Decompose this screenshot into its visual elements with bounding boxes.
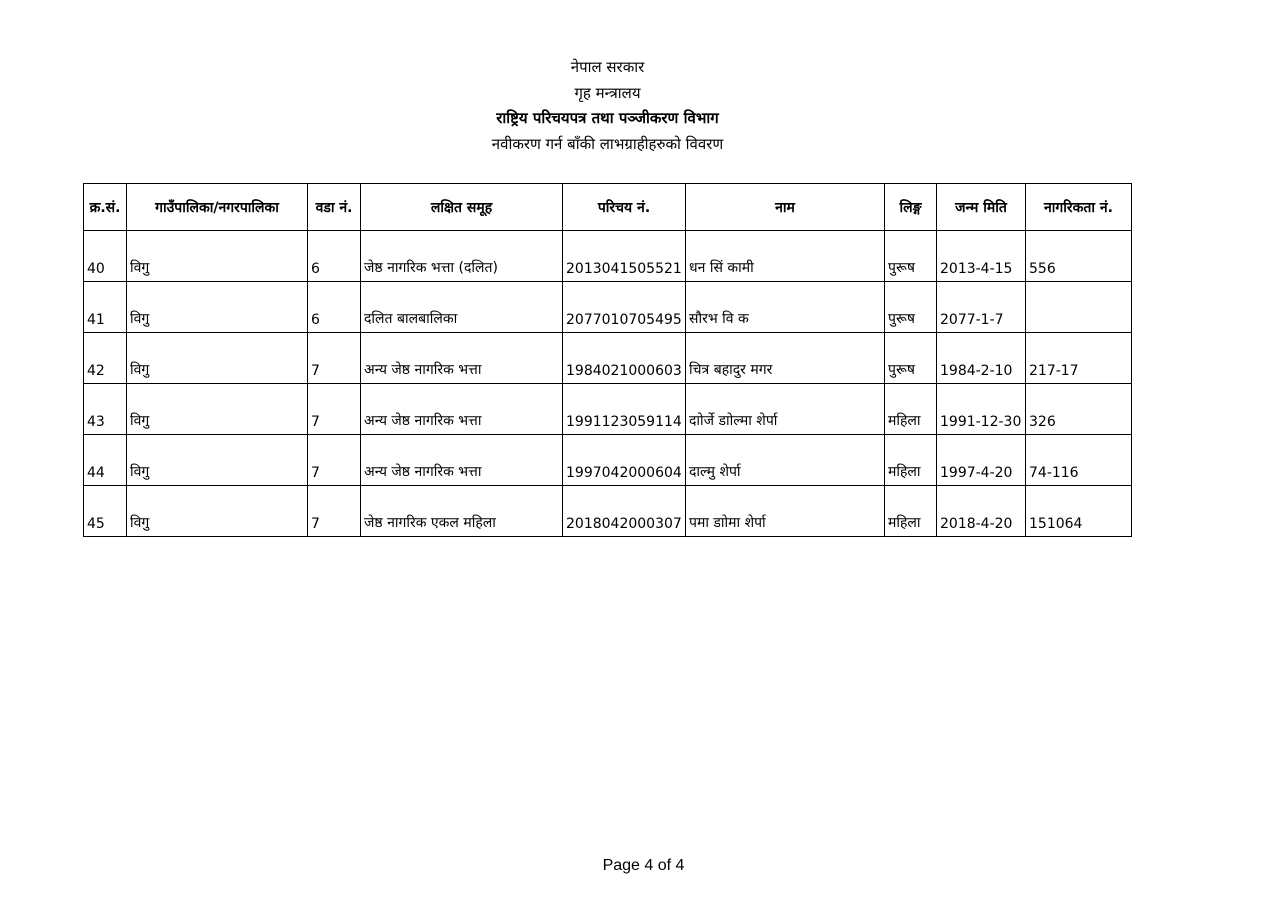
cell-birth-date: 2077-1-7 — [937, 282, 1026, 333]
cell-gender: पुरूष — [885, 282, 937, 333]
cell-id-number: 1997042000604 — [563, 435, 686, 486]
cell-birth-date: 1984-2-10 — [937, 333, 1026, 384]
cell-citizenship-number — [1026, 282, 1132, 333]
cell-id-number: 2018042000307 — [563, 486, 686, 537]
cell-name: धन सिं कामी — [686, 231, 885, 282]
cell-municipality: विगु — [127, 384, 308, 435]
table-row — [84, 384, 1132, 435]
table-row — [84, 486, 1132, 537]
cell-serial: 40 — [84, 231, 127, 282]
table-header-row — [84, 184, 1132, 231]
cell-citizenship-number: 74-116 — [1026, 435, 1132, 486]
cell-name: चित्र बहादुर मगर — [686, 333, 885, 384]
cell-target-group: अन्य जेष्ठ नागरिक भत्ता — [361, 333, 563, 384]
cell-id-number: 2013041505521 — [563, 231, 686, 282]
cell-serial: 42 — [84, 333, 127, 384]
column-header-target-group: लक्षित समूह — [361, 184, 563, 231]
cell-target-group: जेष्ठ नागरिक भत्ता (दलित) — [361, 231, 563, 282]
column-header-birth-date: जन्म मिति — [937, 184, 1026, 231]
cell-gender: महिला — [885, 435, 937, 486]
cell-ward: 7 — [308, 333, 361, 384]
cell-birth-date: 2018-4-20 — [937, 486, 1026, 537]
column-header-id-number: परिचय नं. — [563, 184, 686, 231]
cell-ward: 6 — [308, 282, 361, 333]
column-header-gender: लिङ्ग — [885, 184, 937, 231]
column-header-ward: वडा नं. — [308, 184, 361, 231]
cell-gender: महिला — [885, 486, 937, 537]
cell-name: पमा डाोमा शेर्पा — [686, 486, 885, 537]
column-header-name: नाम — [686, 184, 885, 231]
cell-birth-date: 1991-12-30 — [937, 384, 1026, 435]
cell-id-number: 2077010705495 — [563, 282, 686, 333]
cell-ward: 7 — [308, 384, 361, 435]
table-row — [84, 435, 1132, 486]
document-header — [0, 55, 1215, 157]
cell-serial: 44 — [84, 435, 127, 486]
header-government: नेपाल सरकार — [570, 58, 645, 76]
cell-serial: 45 — [84, 486, 127, 537]
cell-target-group: जेष्ठ नागरिक एकल महिला — [361, 486, 563, 537]
cell-target-group: अन्य जेष्ठ नागरिक भत्ता — [361, 384, 563, 435]
cell-municipality: विगु — [127, 231, 308, 282]
cell-gender: पुरूष — [885, 333, 937, 384]
cell-name: सौरभ वि क — [686, 282, 885, 333]
cell-municipality: विगु — [127, 435, 308, 486]
cell-municipality: विगु — [127, 282, 308, 333]
cell-municipality: विगु — [127, 486, 308, 537]
cell-birth-date: 2013-4-15 — [937, 231, 1026, 282]
table-row — [84, 282, 1132, 333]
cell-citizenship-number: 556 — [1026, 231, 1132, 282]
cell-ward: 6 — [308, 231, 361, 282]
cell-citizenship-number: 326 — [1026, 384, 1132, 435]
cell-gender: पुरूष — [885, 231, 937, 282]
column-header-citizenship-number: नागरिकता नं. — [1026, 184, 1132, 231]
cell-target-group: दलित बालबालिका — [361, 282, 563, 333]
column-header-serial: क्र.सं. — [84, 184, 127, 231]
header-department: राष्ट्रिय परिचयपत्र तथा पञ्जीकरण विभाग — [496, 109, 719, 127]
cell-municipality: विगु — [127, 333, 308, 384]
cell-gender: महिला — [885, 384, 937, 435]
page-number: Page 4 of 4 — [602, 857, 685, 874]
table-row — [84, 231, 1132, 282]
cell-ward: 7 — [308, 486, 361, 537]
table-row — [84, 333, 1132, 384]
cell-id-number: 1984021000603 — [563, 333, 686, 384]
cell-citizenship-number: 217-17 — [1026, 333, 1132, 384]
cell-target-group: अन्य जेष्ठ नागरिक भत्ता — [361, 435, 563, 486]
cell-name: दाल्मु शेर्पा — [686, 435, 885, 486]
cell-citizenship-number: 151064 — [1026, 486, 1132, 537]
cell-name: दाोर्जे डाोल्मा शेर्पा — [686, 384, 885, 435]
header-report-title: नवीकरण गर्न बाँकी लाभग्राहीहरुको विवरण — [491, 134, 724, 153]
cell-birth-date: 1997-4-20 — [937, 435, 1026, 486]
cell-id-number: 1991123059114 — [563, 384, 686, 435]
cell-ward: 7 — [308, 435, 361, 486]
column-header-municipality: गाउँपालिका/नगरपालिका — [127, 184, 308, 231]
cell-serial: 41 — [84, 282, 127, 333]
cell-serial: 43 — [84, 384, 127, 435]
header-ministry: गृह मन्त्रालय — [574, 83, 641, 102]
beneficiary-table — [83, 183, 1132, 537]
